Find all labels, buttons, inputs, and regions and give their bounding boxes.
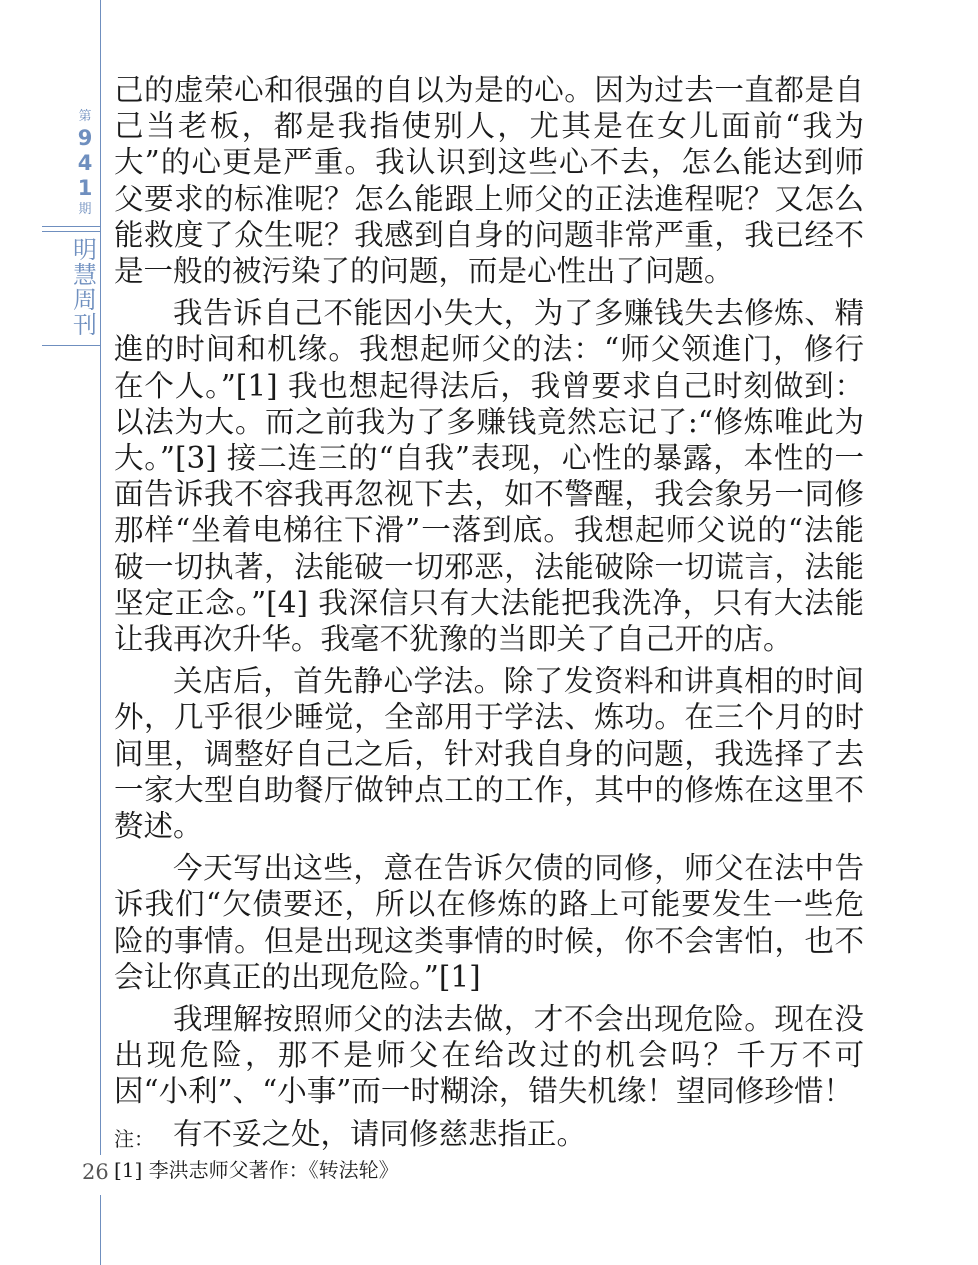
magazine-char: 明 bbox=[73, 236, 97, 264]
issue-number bbox=[70, 108, 100, 219]
issue-digit: 4 bbox=[77, 151, 93, 175]
issue-suffix: 期 bbox=[78, 202, 92, 217]
page-number: 26 bbox=[82, 1160, 109, 1184]
magazine-char: 周 bbox=[73, 286, 97, 314]
article-body bbox=[114, 72, 864, 1158]
footnote-item: [1] 李洪志师父著作：《转法轮》 bbox=[114, 1158, 399, 1182]
margin-rule-top bbox=[100, 0, 101, 1155]
paragraph: 我理解按照师父的法去做，才不会出现危险。现在没出现危险，那不是师父在给改过的机会吗？千万不可因“小利”、“小事”而一时糊涂，错失机缘！望同修珍惜！ bbox=[114, 1002, 864, 1109]
sidebar-divider-top-2 bbox=[42, 231, 101, 232]
magazine-title bbox=[70, 238, 100, 338]
footnotes bbox=[114, 1124, 399, 1186]
issue-prefix: 第 bbox=[78, 109, 92, 124]
paragraph: 我告诉自己不能因小失大，为了多赚钱失去修炼、精進的时间和机缘。我想起师父的法：“师父领進门，修行在个人。”[1] 我也想起得法后，我曾要求自己时刻做到：以法为大。而之前我为了多赚钱竟然忘记了:“修炼唯此为大。”[3] 接二连三的“自我”表现，心性的暴露，本性的一面告诉我不容我再忽视下去，如不警醒，我会象另一同修那样“坐着电梯往下滑”一落到底。我想起师父说的“法能破一切执著，法能破一切邪恶，法能破除一切谎言，法能坚定正念。”[4] 我深信只有大法能把我洗净，只有大法能让我再次升华。我毫不犹豫的当即关了自己开的店。 bbox=[114, 296, 864, 657]
margin-rule-bottom bbox=[100, 1195, 101, 1265]
paragraph: 关店后，首先静心学法。除了发资料和讲真相的时间外，几乎很少睡觉，全部用于学法、炼功。在三个月的时间里，调整好自己之后，针对我自身的问题，我选择了去一家大型自助餐厅做钟点工的工作，其中的修炼在这里不赘述。 bbox=[114, 664, 864, 844]
paragraph: 己的虚荣心和很强的自以为是的心。因为过去一直都是自己当老板，都是我指使别人，尤其是在女儿面前“我为大”的心更是严重。我认识到这些心不去，怎么能达到师父要求的标准呢？怎么能跟上师父的正法進程呢？又怎么能救度了众生呢？我感到自身的问题非常严重，我已经不是一般的被污染了的问题，而是心性出了问题。 bbox=[114, 73, 864, 289]
footnotes-label: 注： bbox=[114, 1127, 154, 1151]
paragraph: 今天写出这些，意在告诉欠债的同修，师父在法中告诉我们“欠债要还，所以在修炼的路上可能要发生一些危险的事情。但是出现这类事情的时候，你不会害怕，也不会让你真正的出现危险。”[1] bbox=[114, 851, 864, 994]
sidebar-divider-bottom bbox=[42, 345, 101, 346]
magazine-char: 刊 bbox=[73, 311, 97, 339]
issue-digit: 9 bbox=[77, 126, 93, 150]
sidebar-divider-top bbox=[42, 226, 101, 227]
magazine-char: 慧 bbox=[73, 261, 97, 289]
issue-digit: 1 bbox=[77, 176, 93, 200]
paragraph: 有不妥之处，请同修慈悲指正。 bbox=[173, 1116, 587, 1151]
